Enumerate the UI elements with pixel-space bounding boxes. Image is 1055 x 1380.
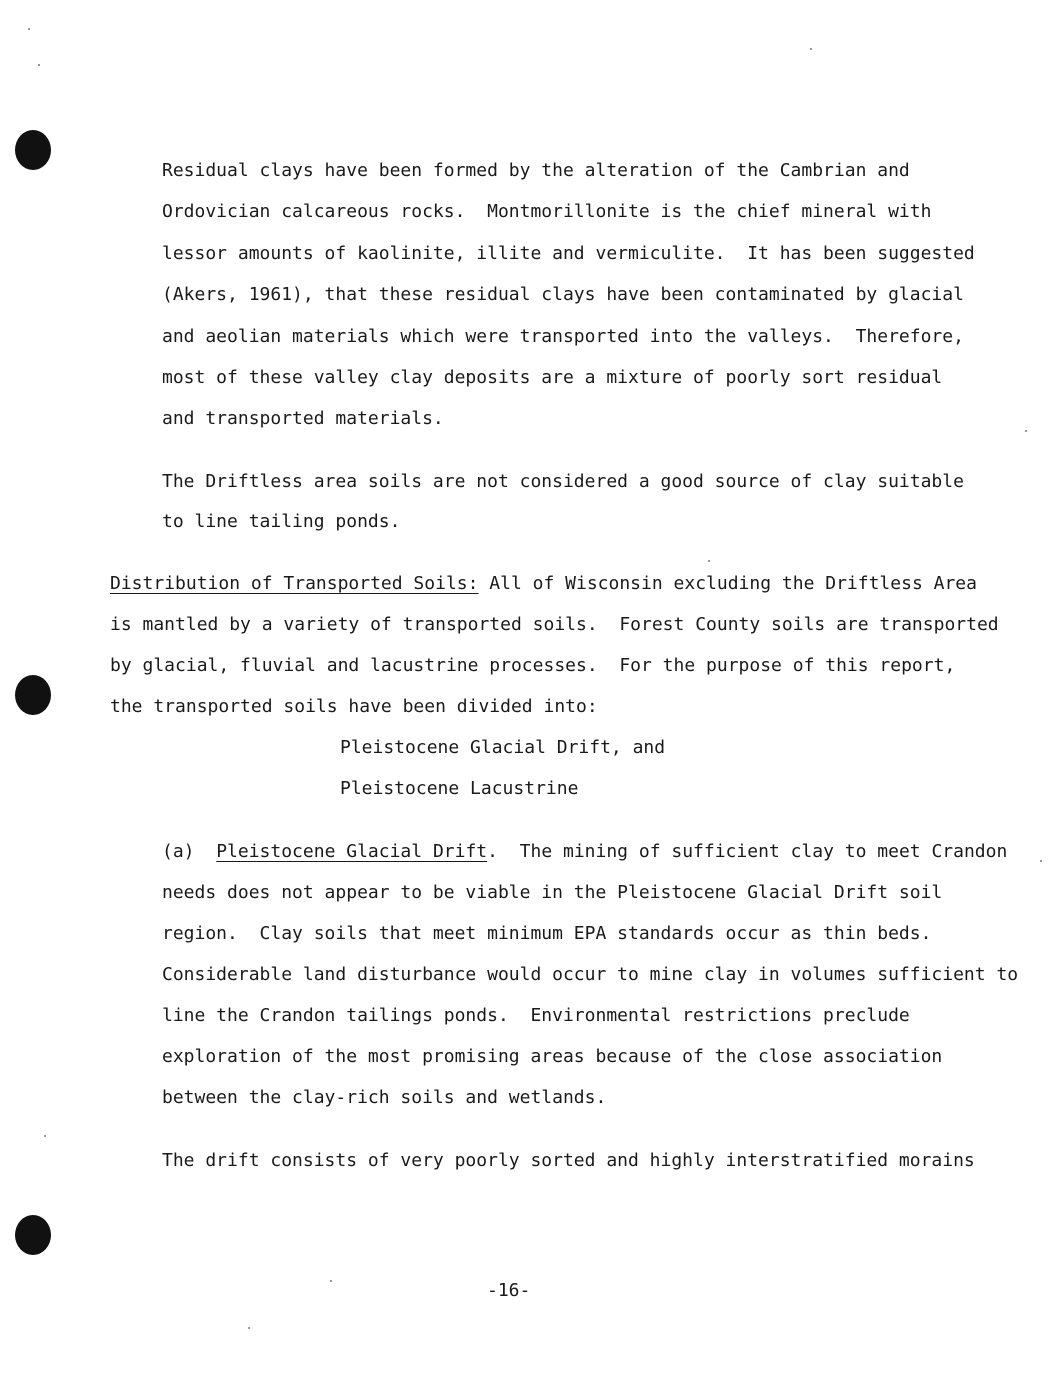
subsection-a-line: Considerable land disturbance would occur to mine clay in volumes sufficient to — [162, 964, 1019, 985]
paragraph-1-line: (Akers, 1961), that these residual clays have been contaminated by glacial — [162, 284, 964, 305]
soil-division-list-item: Pleistocene Lacustrine — [340, 778, 579, 799]
paragraph-1-line: and aeolian materials which were transported into the valleys. Therefore, — [162, 326, 964, 347]
distribution-first-line — [110, 573, 977, 595]
paragraph-last-line: The drift consists of very poorly sorted and highly interstratified morains — [162, 1150, 975, 1171]
paragraph-2-line: to line tailing ponds. — [162, 511, 401, 532]
soil-division-list-item: Pleistocene Glacial Drift, and — [340, 737, 666, 758]
scan-speck — [330, 1280, 332, 1282]
scan-speck — [248, 1327, 250, 1329]
subsection-a-label: (a) — [162, 841, 195, 862]
subsection-a-line: region. Clay soils that meet minimum EPA standards occur as thin beds. — [162, 923, 932, 944]
punch-hole-middle — [15, 675, 51, 715]
punch-hole-top — [15, 130, 51, 170]
scan-speck — [810, 48, 812, 50]
scan-speck — [1025, 430, 1027, 432]
subsection-a-first-line — [162, 841, 1007, 863]
scan-speck — [38, 64, 40, 66]
subsection-a-line: exploration of the most promising areas because of the close association — [162, 1046, 943, 1067]
subsection-a-heading: Pleistocene Glacial Drift — [216, 841, 488, 862]
subsection-a-line: between the clay-rich soils and wetlands. — [162, 1087, 607, 1108]
distribution-heading-rest: All of Wisconsin excluding the Driftless Area — [478, 573, 977, 594]
page-number: -16- — [487, 1280, 531, 1301]
paragraph-1-line: Residual clays have been formed by the alteration of the Cambrian and — [162, 160, 910, 181]
distribution-heading: Distribution of Transported Soils: — [110, 573, 479, 594]
paragraph-1-line: Ordovician calcareous rocks. Montmorillonite is the chief mineral with — [162, 201, 932, 222]
scan-speck — [28, 28, 30, 30]
scan-speck — [708, 560, 710, 562]
subsection-a-heading-rest: . The mining of sufficient clay to meet Crandon — [487, 841, 1008, 862]
punch-hole-bottom — [15, 1215, 51, 1255]
paragraph-1-line: most of these valley clay deposits are a mixture of poorly sort residual — [162, 367, 943, 388]
scan-speck — [44, 1135, 46, 1137]
subsection-a-line: needs does not appear to be viable in the Pleistocene Glacial Drift soil — [162, 882, 943, 903]
distribution-line: by glacial, fluvial and lacustrine processes. For the purpose of this report, — [110, 655, 956, 676]
subsection-a-line: line the Crandon tailings ponds. Environmental restrictions preclude — [162, 1005, 910, 1026]
paragraph-1-line: and transported materials. — [162, 408, 444, 429]
distribution-line: the transported soils have been divided into: — [110, 696, 598, 717]
paragraph-1-line: lessor amounts of kaolinite, illite and vermiculite. It has been suggested — [162, 243, 975, 264]
distribution-line: is mantled by a variety of transported soils. Forest County soils are transported — [110, 614, 999, 635]
paragraph-2-line: The Driftless area soils are not considered a good source of clay suitable — [162, 471, 964, 492]
scan-speck — [1040, 860, 1042, 862]
